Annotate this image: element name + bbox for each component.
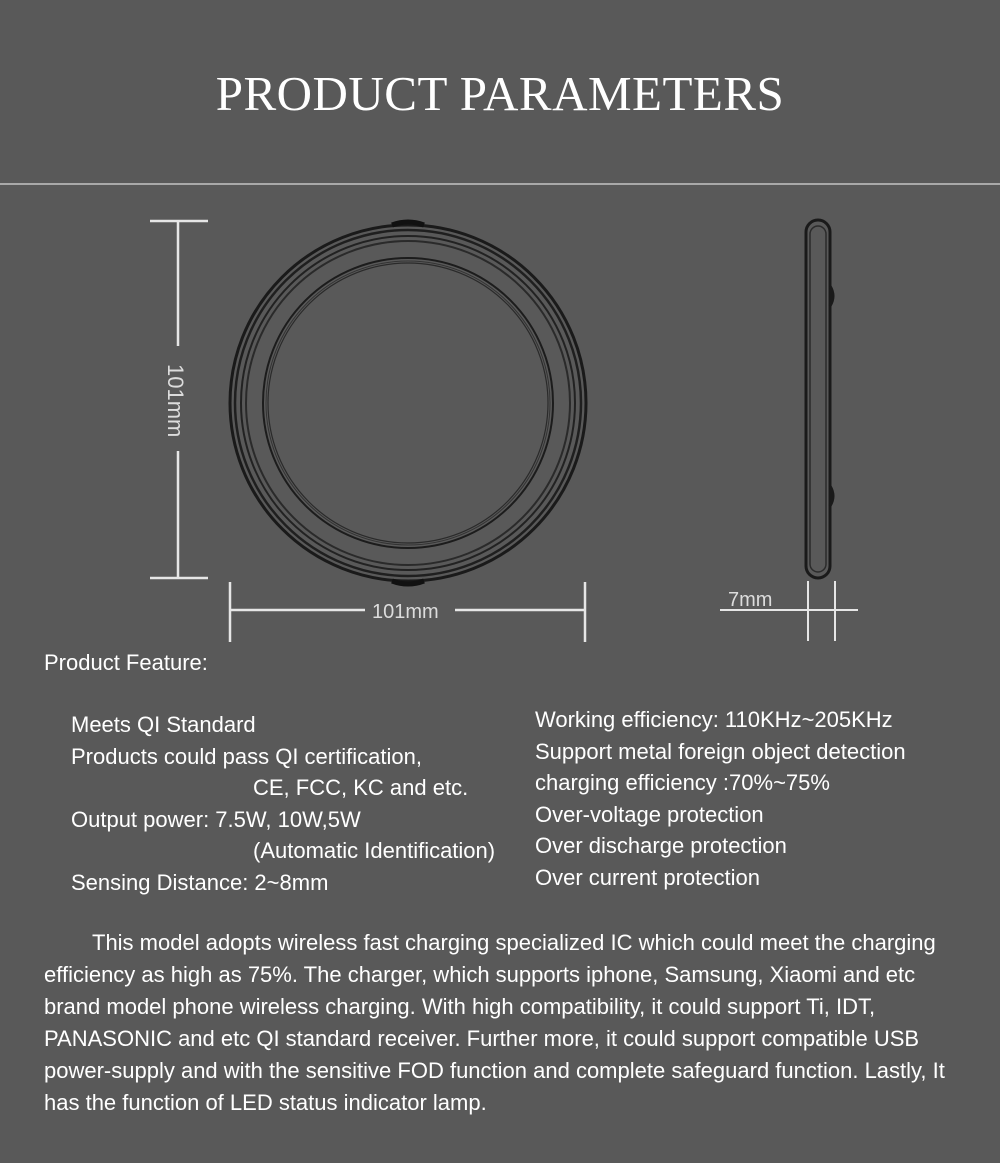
feature-item: charging efficiency :70%~75%: [535, 770, 830, 795]
feature-item: Working efficiency: 110KHz~205KHz: [535, 707, 893, 732]
product-description: This model adopts wireless fast charging specialized IC which could meet the charging efficiency as high as 75%. The charger, which supports iphone, Samsung, Xiaomi and etc brand model phone wireless charging. With high compatibility, it could support Ti, IDT, PANASONIC and etc QI standard receiver. Further more, it could support compatible USB power-supply and with the sensitive FOD function and complete safeguard function. Lastly, It has the function of LED status indicator lamp.: [44, 930, 945, 1115]
feature-item: Over current protection: [535, 864, 760, 890]
side-view-charger: [806, 220, 833, 578]
feature-item: Products could pass QI certification,: [71, 743, 422, 769]
product-feature-heading: Product Feature:: [44, 650, 208, 675]
product-dimension-diagram: [0, 186, 1000, 646]
front-width-label: 101mm: [372, 601, 439, 623]
feature-list-right: [535, 704, 985, 893]
header: [0, 0, 1000, 185]
front-height-label: 101mm: [163, 364, 188, 438]
feature-item: Over-voltage protection: [535, 801, 764, 827]
feature-item: CE, FCC, KC and etc.: [253, 775, 469, 800]
feature-item: Support metal foreign object detection: [535, 738, 906, 764]
feature-item: (Automatic Identification): [253, 838, 496, 863]
feature-item: Output power: 7.5W, 10W,5W: [71, 806, 361, 832]
page-title: PRODUCT PARAMETERS: [215, 66, 785, 121]
feature-list-left: [71, 709, 541, 898]
front-view-charger: [230, 222, 586, 584]
feature-item: Over discharge protection: [535, 833, 787, 858]
feature-item: Meets QI Standard: [71, 712, 256, 737]
side-thickness-label: 7mm: [728, 589, 773, 611]
feature-item: Sensing Distance: 2~8mm: [71, 869, 329, 895]
